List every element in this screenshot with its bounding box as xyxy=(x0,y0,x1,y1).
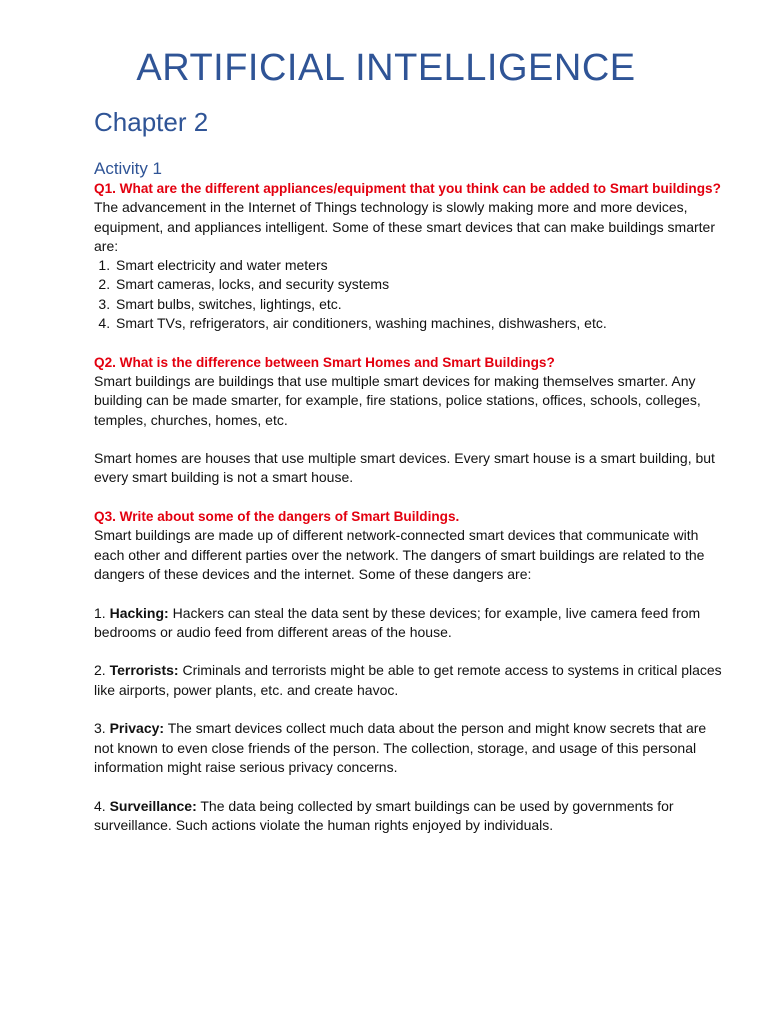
danger-term: Surveillance: xyxy=(109,797,197,814)
danger-text: The data being collected by smart buildings can be used by governments for surveillance. Such actions violate the human rights enjoyed by individuals. xyxy=(94,797,674,833)
danger-number: 1. xyxy=(94,604,110,621)
danger-item-surveillance xyxy=(94,797,722,836)
list-item: 4. Smart TVs, refrigerators, air conditioners, washing machines, dishwashers, etc. xyxy=(114,314,722,333)
danger-item-privacy xyxy=(94,719,722,777)
danger-number: 3. xyxy=(94,720,110,737)
danger-item-hacking xyxy=(94,604,722,643)
danger-term: Hacking: xyxy=(109,604,169,621)
answer-1-text: The advancement in the Internet of Things technology is slowly making more and more devices, equipment, and appliances intelligent. Some of these smart devices that can make buildings smarter are: xyxy=(94,199,716,254)
spacer xyxy=(94,584,722,603)
spacer xyxy=(94,333,722,352)
list-item: 3. Smart bulbs, switches, lightings, etc. xyxy=(114,295,722,314)
danger-item-terrorists xyxy=(94,661,722,700)
spacer xyxy=(94,700,722,719)
answer-2-paragraph-2: Smart homes are houses that use multiple smart devices. Every smart house is a smart building, but every smart building is not a smart house. xyxy=(94,450,715,486)
list-item: 1. Smart electricity and water meters xyxy=(114,256,722,275)
question-1: Q1. What are the different appliances/equipment that you think can be added to Smart buildings? xyxy=(94,181,721,196)
spacer xyxy=(94,642,722,661)
danger-term: Terrorists: xyxy=(109,662,179,679)
smart-devices-list xyxy=(94,256,722,333)
list-item: 2. Smart cameras, locks, and security systems xyxy=(114,275,722,294)
spacer xyxy=(94,488,722,507)
danger-number: 2. xyxy=(94,662,110,679)
activity-heading: Activity 1 xyxy=(94,159,163,178)
question-3: Q3. Write about some of the dangers of Smart Buildings. xyxy=(94,509,460,525)
danger-term: Privacy: xyxy=(109,720,165,737)
danger-text: The smart devices collect much data about the person and might know secrets that are not known to even close friends of the person. The collection, storage, and usage of this personal information might raise serious privacy concerns. xyxy=(94,720,707,775)
spacer xyxy=(94,777,722,796)
danger-text: Hackers can steal the data sent by these devices; for example, live camera feed from bedrooms or audio feed from different areas of the house. xyxy=(94,604,701,640)
danger-text: Criminals and terrorists might be able to get remote access to systems in critical places like airports, power plants, etc. and create havoc. xyxy=(94,662,722,698)
danger-number: 4. xyxy=(94,797,110,814)
answer-3-intro: Smart buildings are made up of different network-connected smart devices that communicate with each other and different parties over the network. The dangers of smart buildings are related to the dangers of these devices and the internet. Some of these dangers are: xyxy=(94,527,705,582)
question-2: Q2. What is the difference between Smart Homes and Smart Buildings? xyxy=(94,354,555,370)
answer-2-paragraph-1: Smart buildings are buildings that use multiple smart devices for making themselves smarter. Any building can be made smarter, for example, fire stations, police stations, offices, schools, colleges, temples, churches, homes, etc. xyxy=(94,372,701,428)
document-title: ARTIFICIAL INTELLIGENCE xyxy=(136,47,636,89)
spacer xyxy=(94,430,722,449)
chapter-heading: Chapter 2 xyxy=(94,107,209,137)
